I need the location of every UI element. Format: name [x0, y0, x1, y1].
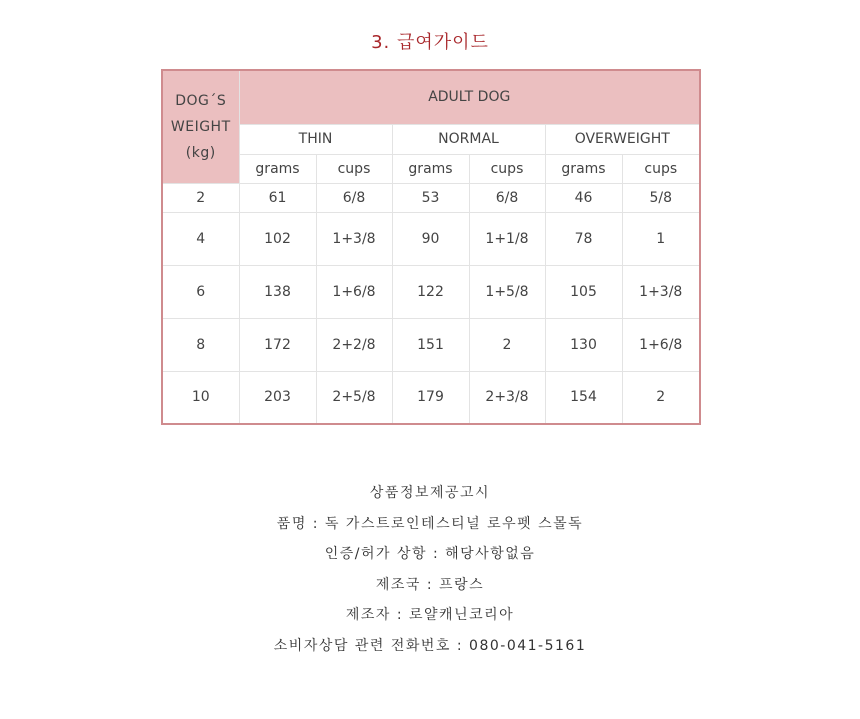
feeding-guide-table	[161, 69, 701, 425]
value-cell: 1+3/8	[622, 265, 700, 318]
weight-cell: 2	[162, 183, 239, 212]
value-cell: 1+3/8	[316, 212, 392, 265]
condition-header-thin: THIN	[239, 124, 392, 154]
weight-column-header	[162, 70, 239, 183]
weight-cell: 10	[162, 371, 239, 424]
value-cell: 61	[239, 183, 316, 212]
unit-header: cups	[622, 154, 700, 183]
adult-dog-header: ADULT DOG	[239, 70, 700, 124]
unit-header: cups	[316, 154, 392, 183]
value-cell: 1	[622, 212, 700, 265]
condition-header-overweight: OVERWEIGHT	[545, 124, 700, 154]
condition-header-normal: NORMAL	[392, 124, 545, 154]
weight-header-line-3: (kg)	[185, 144, 216, 161]
table-row	[162, 318, 700, 371]
value-cell: 1+6/8	[622, 318, 700, 371]
unit-header: cups	[469, 154, 545, 183]
value-cell: 2+3/8	[469, 371, 545, 424]
value-cell: 2	[622, 371, 700, 424]
value-cell: 78	[545, 212, 622, 265]
value-cell: 122	[392, 265, 469, 318]
table-row	[162, 183, 700, 212]
table-row	[162, 265, 700, 318]
value-cell: 6/8	[469, 183, 545, 212]
weight-cell: 6	[162, 265, 239, 318]
value-cell: 151	[392, 318, 469, 371]
value-cell: 5/8	[622, 183, 700, 212]
value-cell: 203	[239, 371, 316, 424]
unit-header: grams	[545, 154, 622, 183]
product-info-notice	[0, 478, 860, 661]
value-cell: 46	[545, 183, 622, 212]
info-line-certification: 인증/허가 상항 : 해당사항없음	[324, 546, 536, 562]
value-cell: 179	[392, 371, 469, 424]
weight-header-line-2: WEIGHT	[170, 118, 231, 135]
weight-header-line-1: DOG´S	[175, 92, 227, 109]
weight-cell: 4	[162, 212, 239, 265]
value-cell: 1+5/8	[469, 265, 545, 318]
info-line-manufacturer: 제조자 : 로얄캐닌코리아	[345, 607, 515, 623]
value-cell: 2+5/8	[316, 371, 392, 424]
unit-header: grams	[239, 154, 316, 183]
table-row	[162, 371, 700, 424]
value-cell: 1+1/8	[469, 212, 545, 265]
value-cell: 53	[392, 183, 469, 212]
value-cell: 105	[545, 265, 622, 318]
value-cell: 2+2/8	[316, 318, 392, 371]
value-cell: 1+6/8	[316, 265, 392, 318]
section-title: 3. 급여가이드	[371, 32, 489, 53]
value-cell: 2	[469, 318, 545, 371]
info-heading: 상품정보제공고시	[369, 485, 491, 501]
value-cell: 102	[239, 212, 316, 265]
value-cell: 90	[392, 212, 469, 265]
table-row	[162, 212, 700, 265]
value-cell: 172	[239, 318, 316, 371]
value-cell: 130	[545, 318, 622, 371]
value-cell: 154	[545, 371, 622, 424]
info-line-phone: 소비자상담 관련 전화번호 : 080-041-5161	[273, 637, 587, 654]
value-cell: 6/8	[316, 183, 392, 212]
weight-cell: 8	[162, 318, 239, 371]
info-line-country: 제조국 : 프랑스	[375, 576, 485, 593]
unit-header: grams	[392, 154, 469, 183]
value-cell: 138	[239, 265, 316, 318]
info-line-product-name: 품명 : 독 가스트로인테스티널 로우펫 스몰독	[276, 515, 584, 532]
